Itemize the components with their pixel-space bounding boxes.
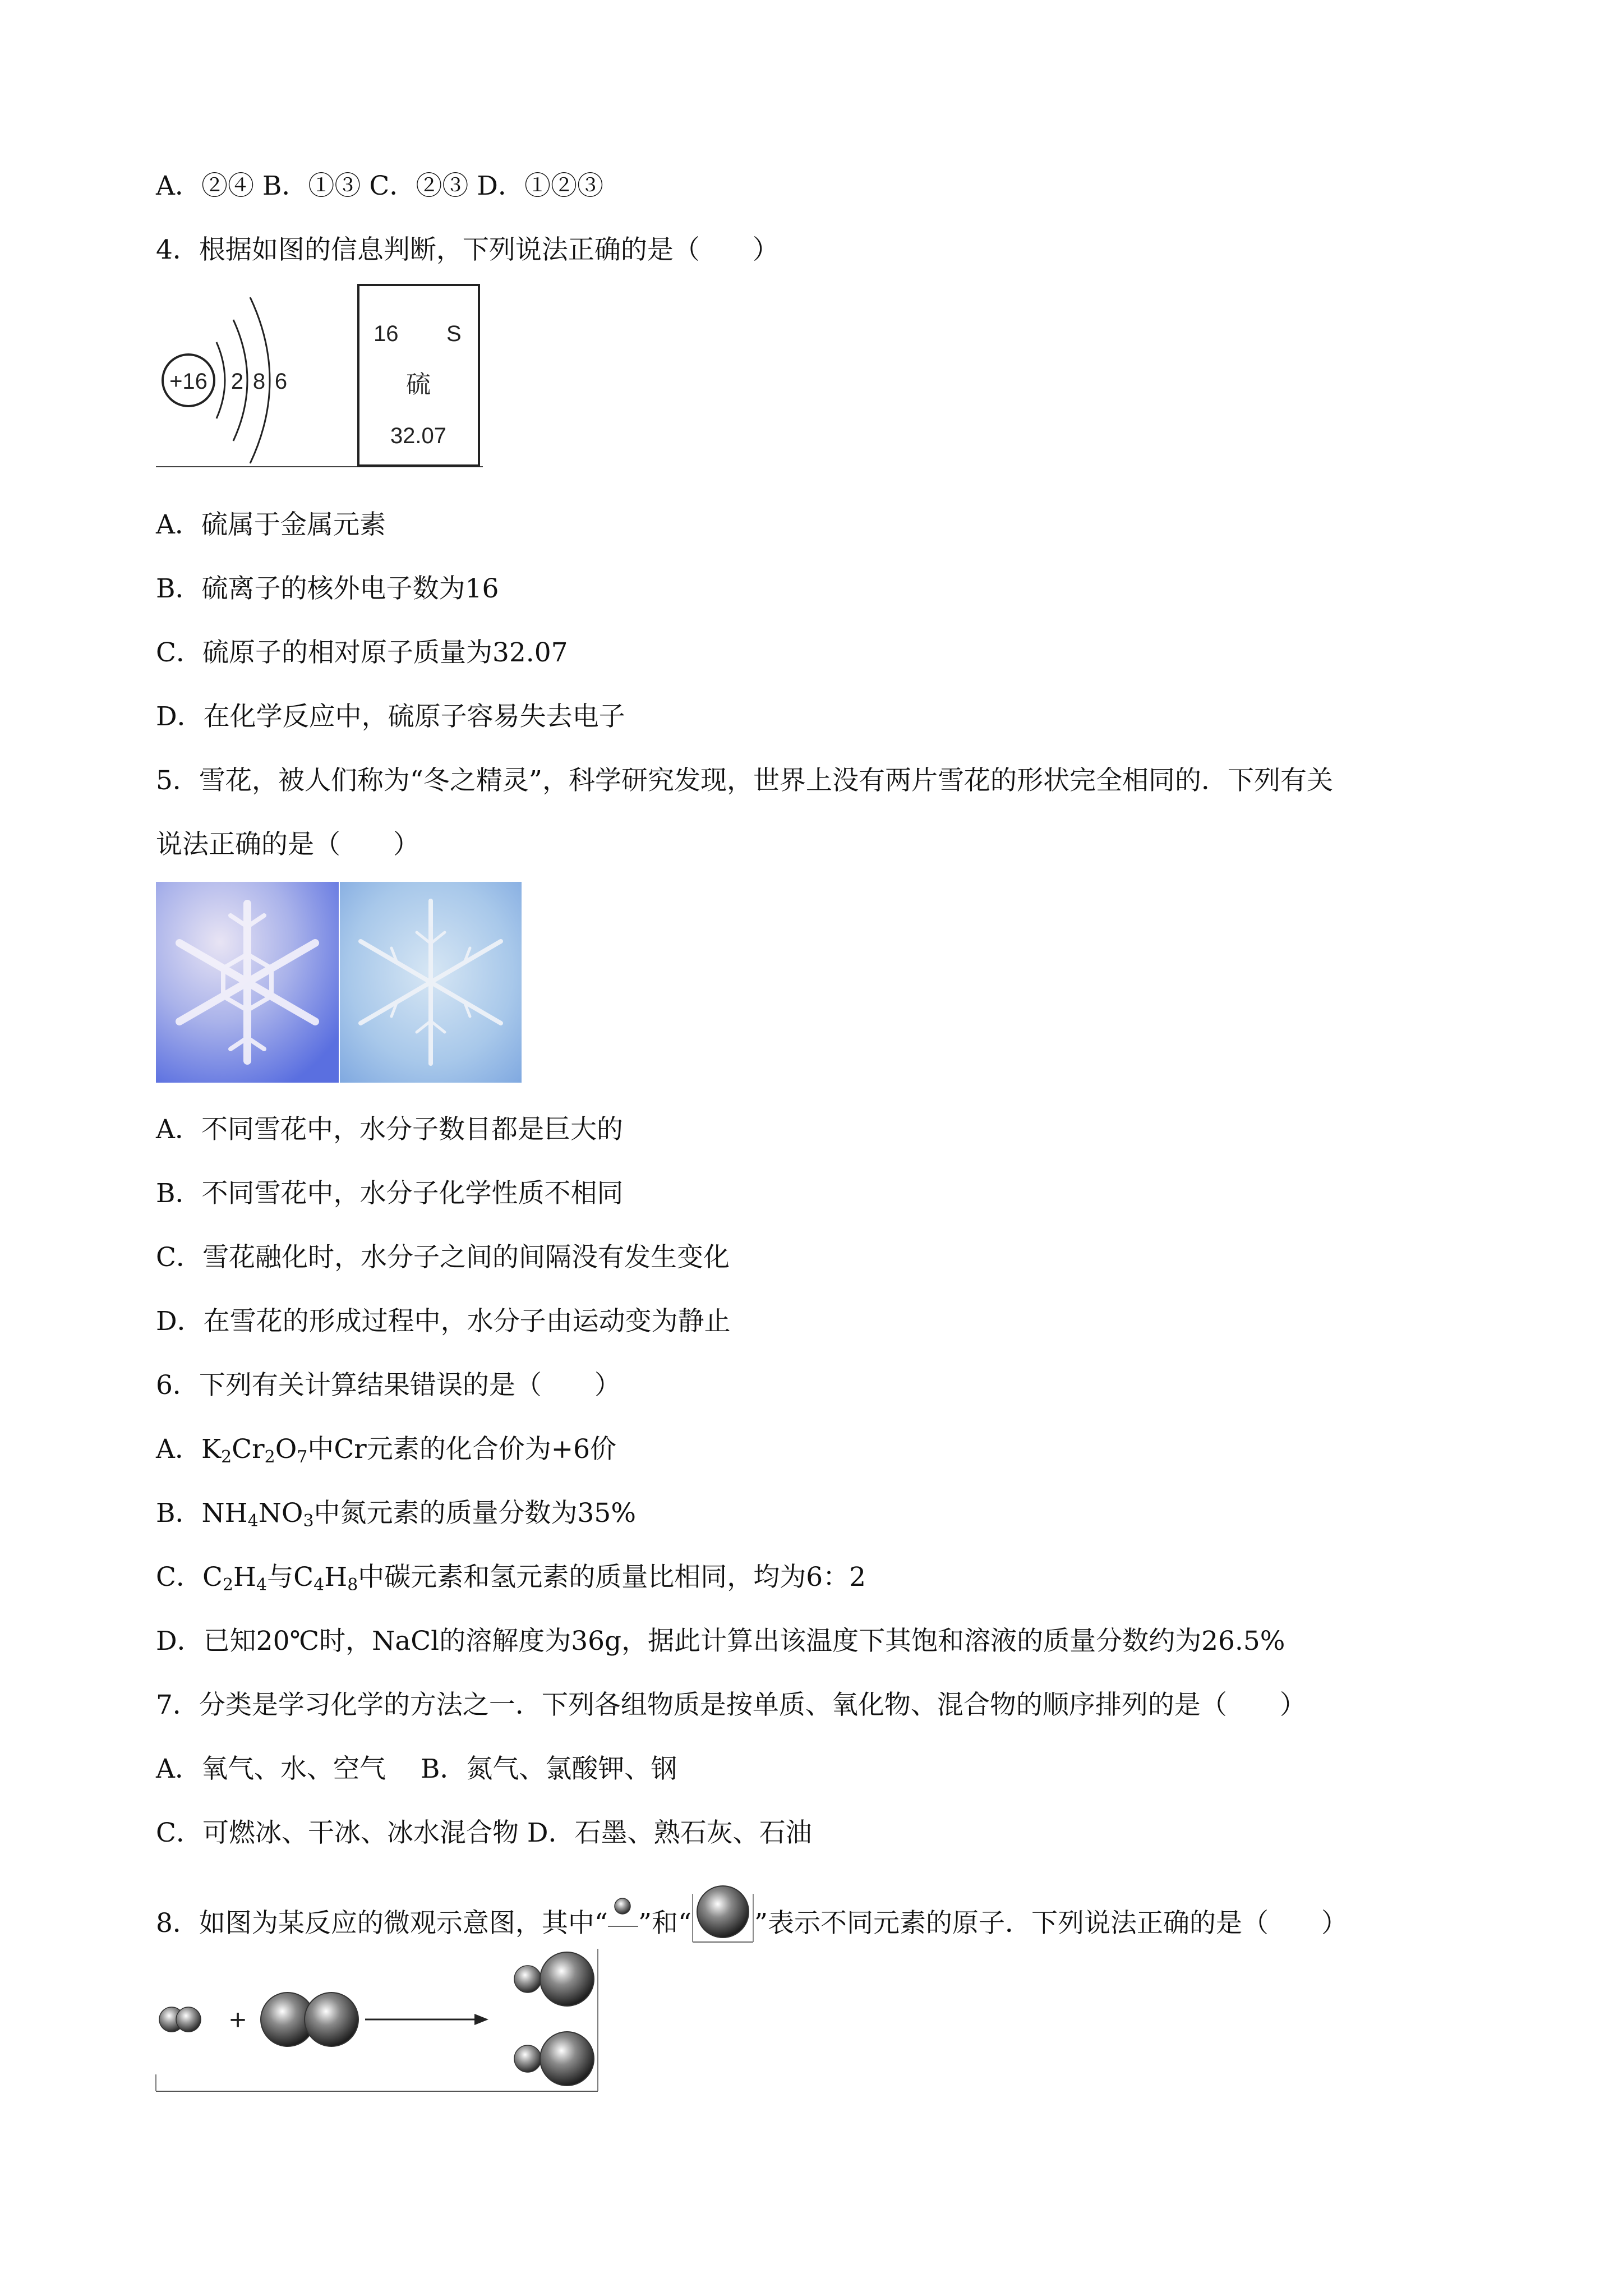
q3-options: A．②④ B．①③ C．②③ D．①②③ (156, 171, 603, 201)
element-symbol: S (446, 321, 462, 346)
q6-stem: 6．下列有关计算结果错误的是（ ） (156, 1370, 621, 1401)
element-mass: 32.07 (390, 424, 447, 448)
q4-option-c: C．硫原子的相对原子质量为32.07 (156, 637, 568, 668)
q4-option-a: A．硫属于金属元素 (156, 509, 386, 540)
element-number: 16 (374, 321, 399, 346)
q7-options-line2: C．可燃冰、干冰、冰水混合物 D．石墨、熟石灰、石油 (156, 1818, 812, 1848)
product-2-large-atom (540, 2032, 594, 2086)
snowflake-photos (156, 882, 522, 1083)
q8-stem: 8．如图为某反应的微观示意图，其中“ ”和“ ”表示不同元素的原子．下列说法正确的是（ ） (156, 1883, 1348, 1943)
plus-sign: + (229, 2004, 247, 2036)
q5-option-a: A．不同雪花中，水分子数目都是巨大的 (156, 1114, 623, 1145)
element-name: 硫 (406, 370, 431, 399)
product-1-large-atom (540, 1952, 594, 2006)
q6-option-c: C．$C_2H_4$与$C_4H_8$中碳元素和氢元素的质量比相同，均为6：2 (156, 1562, 866, 1595)
nucleus-charge: +16 (169, 369, 208, 394)
q6-option-a: A．$K_2Cr_2O_7$中Cr元素的化合价为+6价 (156, 1434, 617, 1467)
q5-stem-line2: 说法正确的是（ ） (156, 829, 419, 860)
q4-option-b: B．硫离子的核外电子数为16 (156, 573, 499, 604)
q5-option-d: D．在雪花的形成过程中，水分子由运动变为静止 (156, 1306, 731, 1337)
reaction-diagram (155, 1947, 603, 2093)
product-2-small-atom (514, 2045, 541, 2072)
q5-stem-line1: 5．雪花，被人们称为“冬之精灵”，科学研究发现，世界上没有两片雪花的形状完全相同的．下列有关 (156, 765, 1333, 796)
sulfur-figure (155, 280, 491, 471)
large-atom-2 (305, 1993, 358, 2046)
q5-option-c: C．雪花融化时，水分子之间的间隔没有发生变化 (156, 1242, 730, 1273)
q6-option-d: D．已知20℃时，NaCl的溶解度为36g，据此计算出该温度下其饱和溶液的质量分数约为26.5% (156, 1626, 1285, 1657)
q4-stem: 4．根据如图的信息判断，下列说法正确的是（ ） (156, 234, 779, 265)
large-atom-icon (691, 1883, 754, 1943)
shell-2-electrons: 8 (252, 369, 266, 394)
q7-stem: 7．分类是学习化学的方法之一．下列各组物质是按单质、氧化物、混合物的顺序排列的是（ ） (156, 1690, 1306, 1720)
q4-option-d: D．在化学反应中，硫原子容易失去电子 (156, 701, 625, 732)
q5-option-b: B．不同雪花中，水分子化学性质不相同 (156, 1178, 624, 1209)
shell-3-electrons: 6 (274, 369, 288, 394)
shell-1-electrons: 2 (230, 369, 244, 394)
q6-option-b: B．$NH_4NO_3$中氮元素的质量分数为35% (156, 1498, 636, 1531)
q7-options-line1: A．氧气、水、空气 B．氮气、氯酸钾、钢 (156, 1754, 677, 1784)
small-atom-icon (608, 1896, 638, 1927)
small-atom-2 (176, 2007, 201, 2032)
product-1-small-atom (514, 1966, 541, 1993)
